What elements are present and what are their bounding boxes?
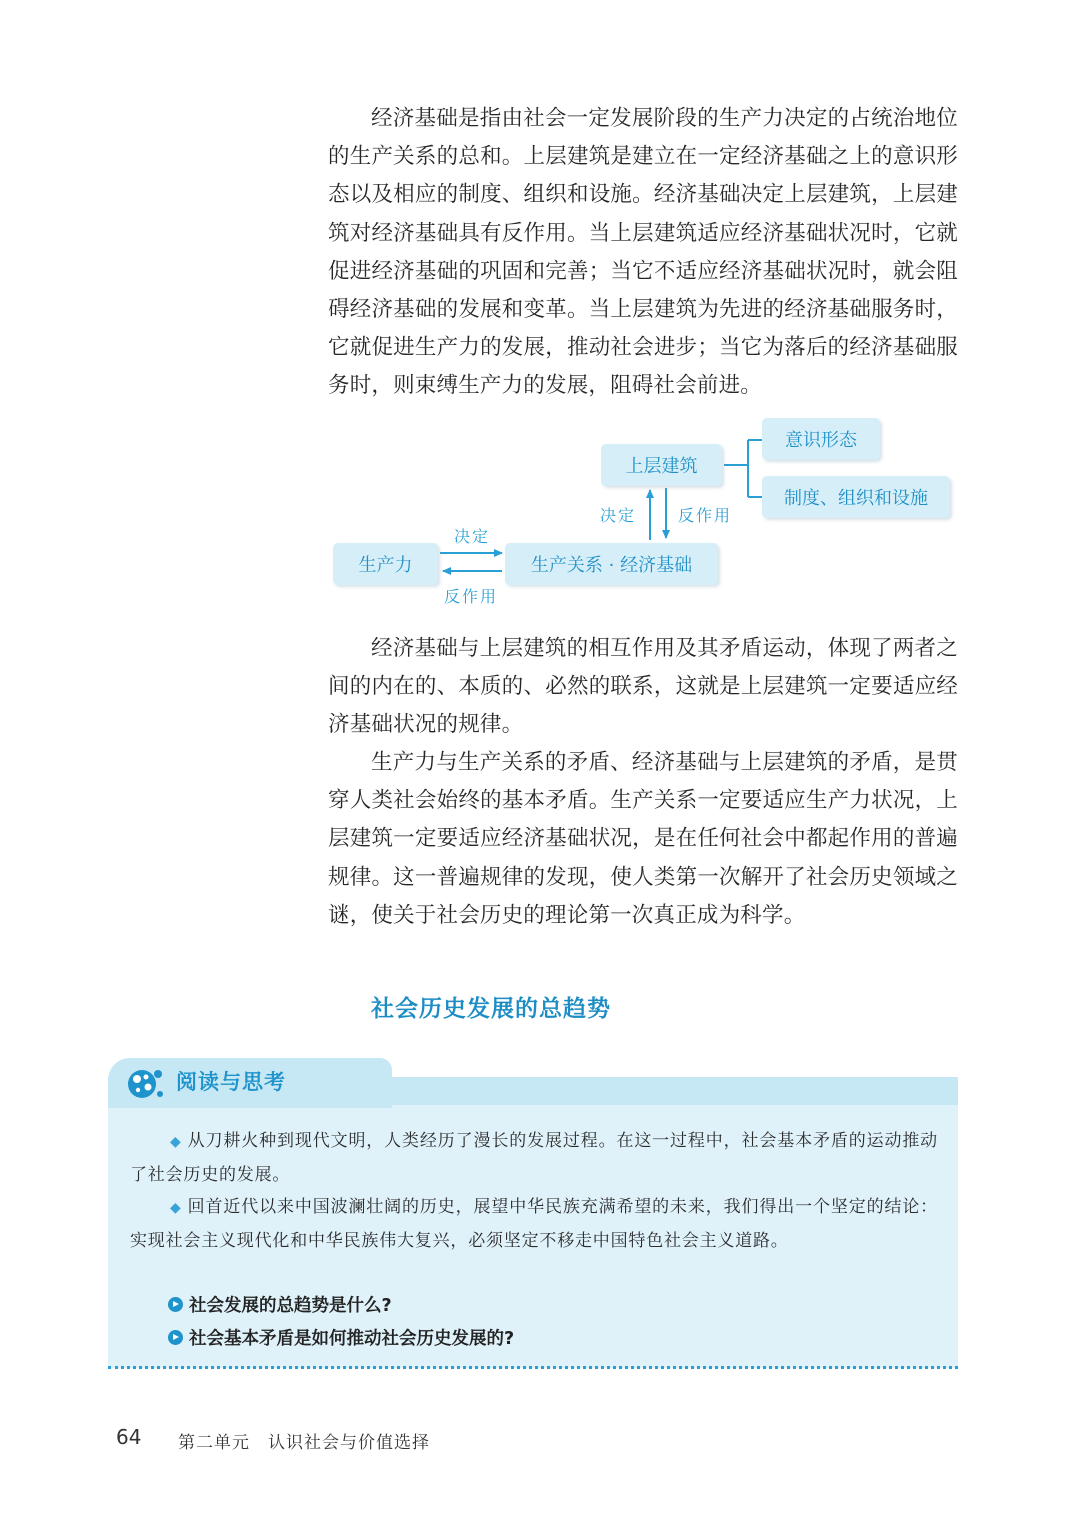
- panel-question: [168, 1292, 392, 1317]
- diamond-bullet-icon: ◆: [170, 1200, 182, 1216]
- box-relations-base: [505, 543, 718, 585]
- panel-item: [130, 1125, 938, 1192]
- diamond-bullet-icon: ◆: [170, 1134, 182, 1150]
- play-circle-icon: [168, 1330, 183, 1345]
- section-heading: 社会历史发展的总趋势: [371, 996, 611, 1022]
- box-productive-forces-label: 生产力: [358, 555, 413, 576]
- label-reacts-horizontal: 反作用: [444, 587, 499, 606]
- panel-question-text: 社会基本矛盾是如何推动社会历史发展的?: [189, 1329, 515, 1349]
- label-reacts-vertical: 反作用: [678, 506, 733, 525]
- body-paragraph-economic-base: 经济基础是指由社会一定发展阶段的生产力决定的占统治地位的生产关系的总和。上层建筑是建立在一定经济基础之上的意识形态以及相应的制度、组织和设施。经济基础决定上层建筑，上层建筑对经济基础具有反作用。当上层建筑适应经济基础状况时，它就促进经济基础的巩固和完善；当它不适应经济基础状况时，就会阻碍经济基础的发展和变革。当上层建筑为先进的经济基础服务时，它就促进生产力的发展，推动社会进步；当它为落后的经济基础服务时，则束缚生产力的发展，阻碍社会前进。: [328, 106, 958, 399]
- body-paragraph-basic-contradiction: 生产力与生产关系的矛盾、经济基础与上层建筑的矛盾，是贯穿人类社会始终的基本矛盾。生产关系一定要适应生产力状况，上层建筑一定要适应经济基础状况，是在任何社会中都起作用的普遍规律。这一普遍规律的发现，使人类第一次解开了社会历史领域之谜，使关于社会历史的理论第一次真正成为科学。: [328, 750, 958, 928]
- box-productive-forces: [333, 543, 438, 585]
- page-number: 64: [116, 1425, 142, 1449]
- box-relations-base-label: 生产关系 · 经济基础: [530, 555, 693, 576]
- box-institutions-label: 制度、组织和设施: [784, 488, 928, 509]
- label-decides-horizontal: 决定: [454, 527, 491, 546]
- label-decides-vertical: 决定: [600, 506, 637, 525]
- box-superstructure-label: 上层建筑: [625, 456, 698, 477]
- panel-question-text: 社会发展的总趋势是什么?: [189, 1296, 392, 1316]
- magnifier-bubbles-icon: [124, 1064, 164, 1104]
- box-ideology-label: 意识形态: [785, 430, 857, 451]
- panel-item-text: 从刀耕火种到现代文明，人类经历了漫长的发展过程。在这一过程中，社会基本矛盾的运动推动了社会历史的发展。: [130, 1131, 938, 1185]
- box-institutions: [762, 476, 950, 518]
- panel-item: [130, 1191, 938, 1258]
- play-circle-icon: [168, 1297, 183, 1312]
- panel-dotted-border: [108, 1366, 958, 1369]
- panel-title: 阅读与思考: [176, 1070, 286, 1094]
- panel-item-text: 回首近代以来中国波澜壮阔的历史，展望中华民族充满希望的未来，我们得出一个坚定的结论：实现社会主义现代化和中华民族伟大复兴，必须坚定不移走中国特色社会主义道路。: [130, 1197, 938, 1251]
- running-footer: 第二单元 认识社会与价值选择: [178, 1433, 430, 1453]
- body-paragraph-law: 经济基础与上层建筑的相互作用及其矛盾运动，体现了两者之间的内在的、本质的、必然的联系，这就是上层建筑一定要适应经济基础状况的规律。: [328, 636, 958, 738]
- box-ideology: [762, 418, 880, 460]
- panel-question: [168, 1325, 514, 1350]
- box-superstructure: [601, 444, 722, 486]
- diagram-bracket: [724, 440, 762, 497]
